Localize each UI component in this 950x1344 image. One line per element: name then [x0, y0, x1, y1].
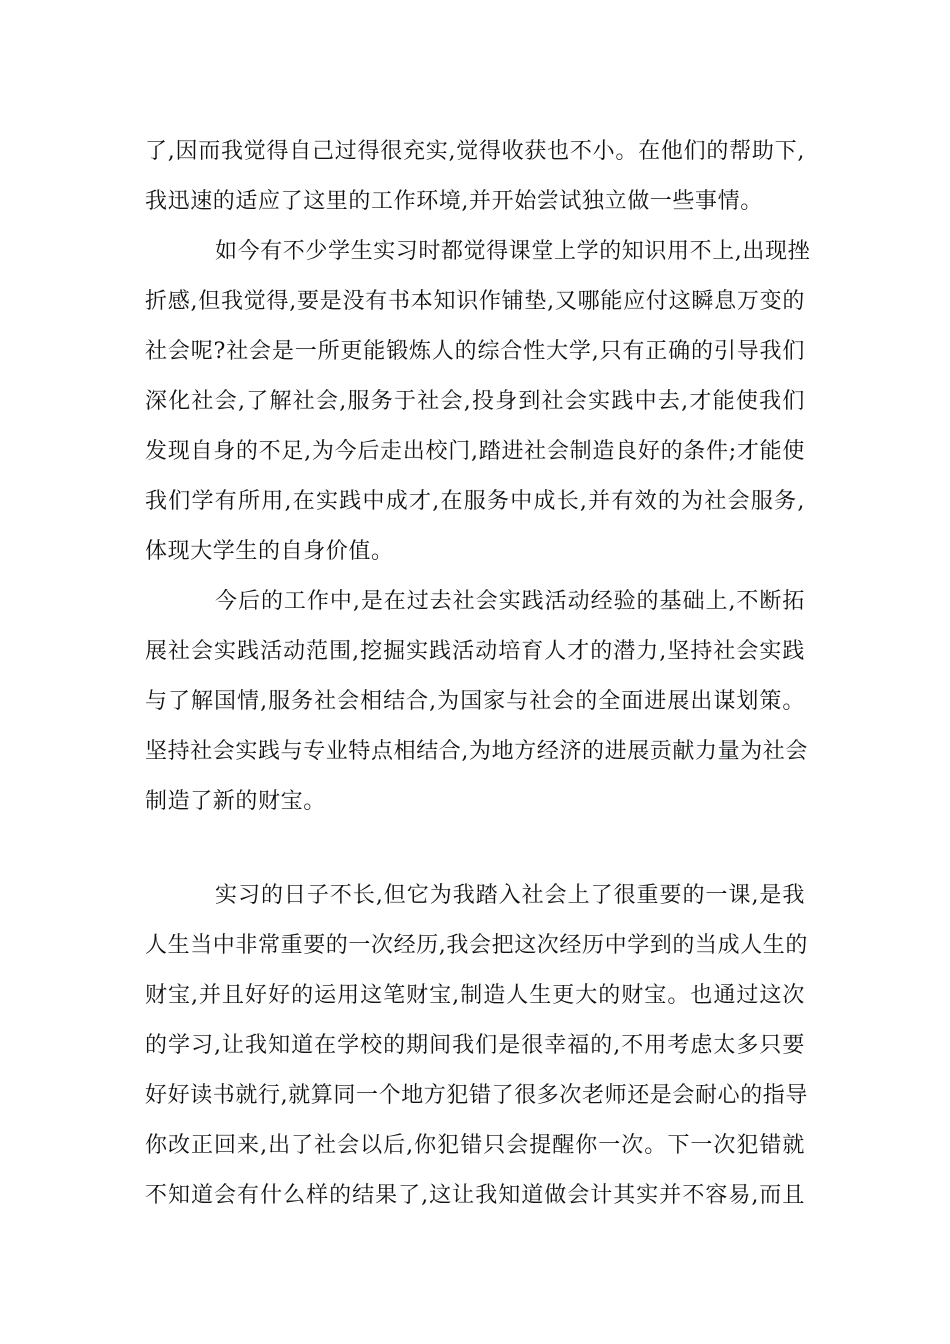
- paragraph-line: 好好读书就行,就算同一个地方犯错了很多次老师还是会耐心的指导: [145, 1083, 808, 1108]
- paragraph-line: 如今有不少学生实习时都觉得课堂上学的知识用不上,出现挫: [215, 239, 811, 264]
- paragraph-line: 今后的工作中,是在过去社会实践活动经验的基础上,不断拓: [215, 589, 805, 614]
- paragraph-line: 社会呢?社会是一所更能锻炼人的综合性大学,只有正确的引导我们: [145, 339, 805, 364]
- paragraph-line: 展社会实践活动范围,挖掘实践活动培育人才的潜力,坚持社会实践: [145, 639, 805, 664]
- paragraph-line: 我们学有所用,在实践中成才,在服务中成长,并有效的为社会服务,: [145, 489, 805, 514]
- paragraph-line: 坚持社会实践与专业特点相结合,为地方经济的进展贡献力量为社会: [145, 739, 808, 764]
- paragraph-line: 的学习,让我知道在学校的期间我们是很幸福的,不用考虑太多只要: [145, 1033, 805, 1058]
- paragraph-line: 了,因而我觉得自己过得很充实,觉得收获也不小。在他们的帮助下,: [145, 139, 805, 164]
- paragraph-line: 体现大学生的自身价值。: [145, 539, 394, 564]
- paragraph-line: 我迅速的适应了这里的工作环境,并开始尝试独立做一些事情。: [145, 189, 763, 214]
- paragraph-line: 不知道会有什么样的结果了,这让我知道做会计其实并不容易,而且: [145, 1183, 805, 1208]
- paragraph-line: 深化社会,了解社会,服务于社会,投身到社会实践中去,才能使我们: [145, 389, 805, 414]
- paragraph-line: 制造了新的财宝。: [145, 789, 326, 814]
- paragraph-line: 折感,但我觉得,要是没有书本知识作铺垫,又哪能应付这瞬息万变的: [145, 289, 805, 314]
- paragraph-line: 发现自身的不足,为今后走出校门,踏进社会制造良好的条件;才能使: [145, 439, 805, 464]
- paragraph-line: 实习的日子不长,但它为我踏入社会上了很重要的一课,是我: [215, 883, 805, 908]
- paragraph-line: 与了解国情,服务社会相结合,为国家与社会的全面进展出谋划策。: [145, 689, 805, 714]
- paragraph-line: 你改正回来,出了社会以后,你犯错只会提醒你一次。下一次犯错就: [145, 1133, 805, 1158]
- paragraph-line: 财宝,并且好好的运用这笔财宝,制造人生更大的财宝。也通过这次: [145, 983, 805, 1008]
- paragraph-line: 人生当中非常重要的一次经历,我会把这次经历中学到的当成人生的: [145, 933, 808, 958]
